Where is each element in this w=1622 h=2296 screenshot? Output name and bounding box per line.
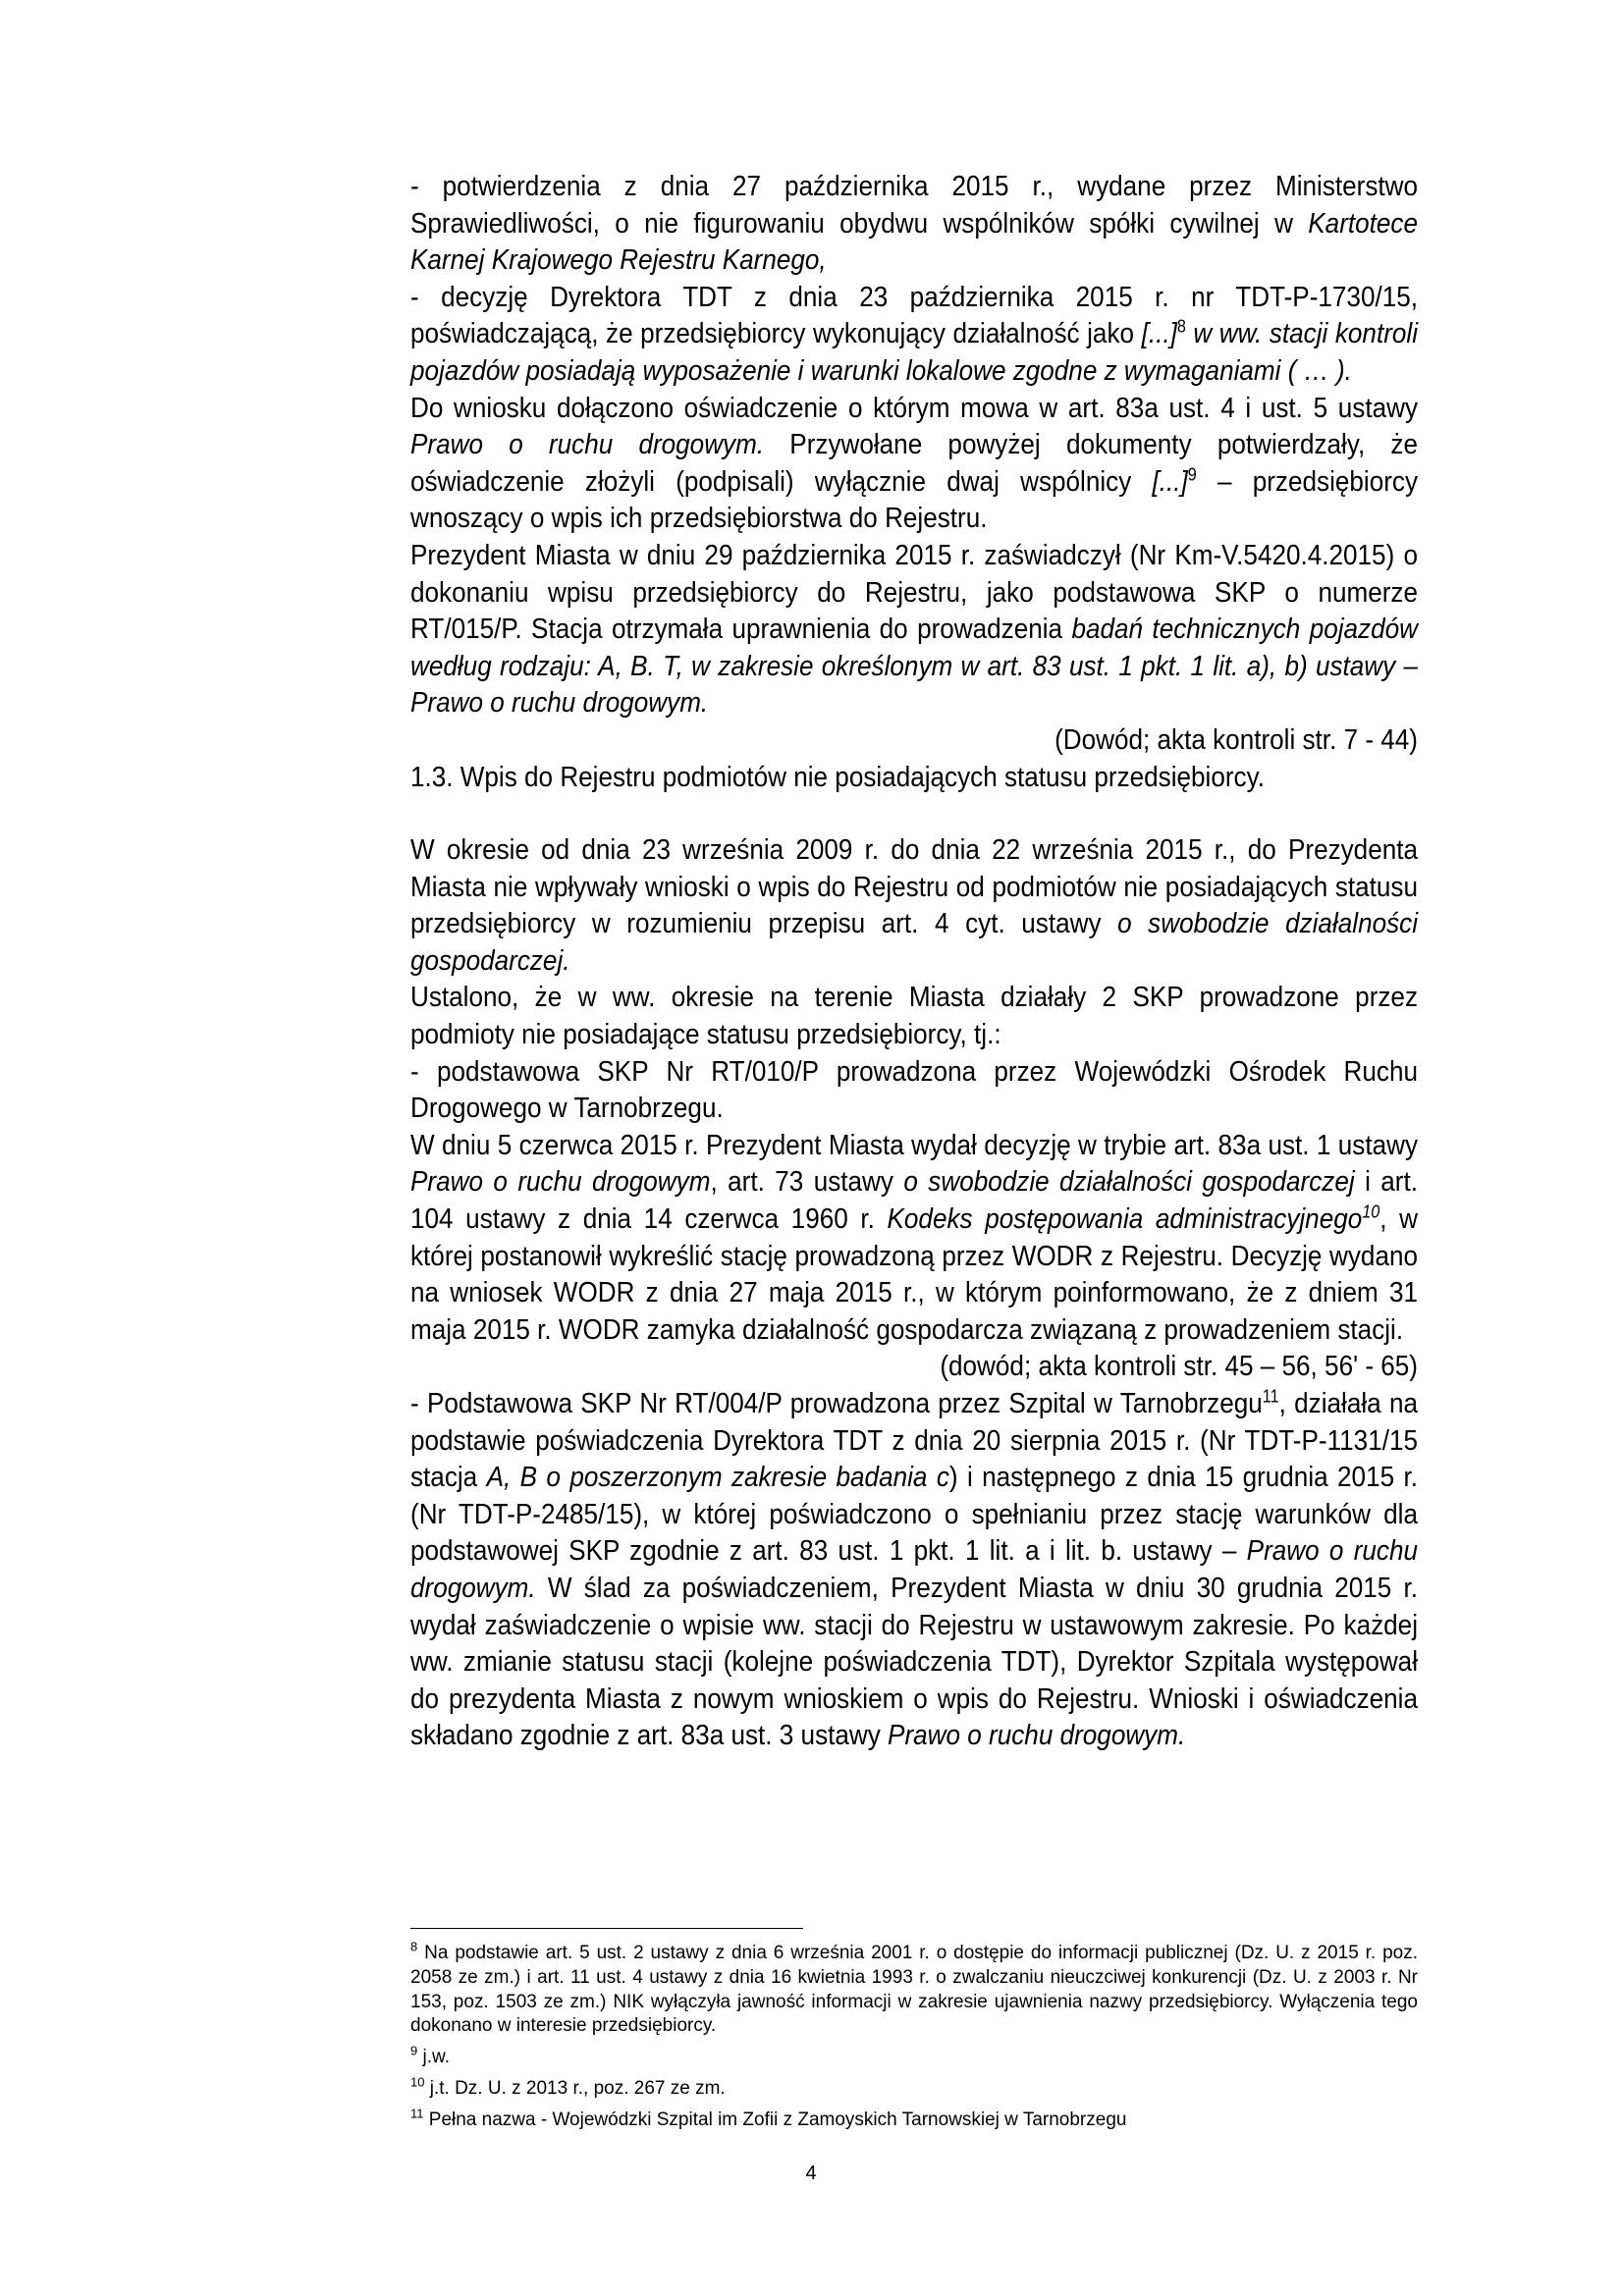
italic-text: Prawo o ruchu drogowym. [410,429,765,461]
text-run: ) i następnego z dnia 15 grudnia 2015 r. (Nr TDT-P-2485/15), w której poświadczono o spełnianiu przez stację warunków dla podstawowej SKP zgodnie z art. 83 ust. 1 pkt. 1 lit. a i lit. b. ustawy – [410,1462,1418,1568]
text-run: Do wniosku dołączono oświadczenie o którym mowa w art. 83a ust. 4 i ust. 5 ustawy [410,392,1418,424]
italic-text: Kartotece Karnej Krajowego Rejestru Karnego, [410,207,1418,277]
italic-text: o swobodzie działalności gospodarczej. [410,908,1418,977]
text-run: , działała na podstawie poświadczenia Dyrektora TDT z dnia 20 sierpnia 2015 r. (Nr TDT-P-1131/15 stacja [410,1388,1418,1494]
paragraph [410,1386,1418,1755]
footnote-text: Na podstawie art. 5 ust. 2 ustawy z dnia 6 września 2001 r. o dostępie do informacji publicznej (Dz. U. z 2015 r. poz. 2058 ze zm.) i art. 11 ust. 4 ustawy z dnia 16 kwietnia 1993 r. o zwalczaniu nieuczciwej konkurencji (Dz. U. z 2003 r. Nr 153, poz. 1503 ze zm.) NIK wyłączyła jawność informacji w zakresie ujawnienia nazwy przedsiębiorcy. Wyłączenia tego dokonano w interesie przedsiębiorcy. [410,1943,1419,2037]
paragraph [410,391,1418,538]
footnote-marker: 8 [1176,316,1186,337]
footnote-marker: 11 [1262,1386,1279,1407]
text-run: W ślad za poświadczeniem, Prezydent Miasta w dniu 30 grudnia 2015 r. wydał zaświadczenie o wpisie ww. stacji do Rejestru w ustawowym zakresie. Po każdej ww. zmianie statusu stacji (kolejne poświadczenia TDT), Dyrektor Szpitala występował do prezydenta Miasta z nowym wnioskiem o wpis do Rejestru. Wnioski i oświadczenia składano zgodnie z art. 83a ust. 3 ustawy [410,1572,1418,1752]
footnote [410,2043,1418,2070]
italic-text: o swobodzie działalności gospodarczej [903,1166,1355,1199]
italic-text: [...] [1152,465,1188,498]
text-run: - Podstawowa SKP Nr RT/004/P prowadzona przez Szpital w Tarnobrzegu [410,1388,1263,1419]
footnote-number: 10 [410,2074,425,2090]
paragraph [410,980,1418,1053]
evidence-reference [410,1349,1418,1386]
text-run: , w której postanowił wykreślić stację prowadzoną przez WODR z Rejestru. Decyzję wydano na wniosek WODR z dnia 27 maja 2015 r., w którym poinformowano, że z dniem 31 maja 2015 r. WODR zamyka działalność gospodarcza związaną z prowadzeniem stacji. [410,1203,1418,1346]
text-run: - podstawowa SKP Nr RT/010/P prowadzona przez Wojewódzki Ośrodek Ruchu Drogowego w Tarnobrzegu. [410,1055,1418,1125]
footnote-text: j.t. Dz. U. z 2013 r., poz. 267 ze zm. [429,2077,726,2099]
text-run: - potwierdzenia z dnia 27 października 2015 r., wydane przez Ministerstwo Sprawiedliwości, o nie figurowaniu obydwu wspólników spółki cywilnej w [410,171,1418,240]
footnote [410,2106,1418,2133]
italic-text: Prawo o ruchu drogowym [410,1166,711,1199]
paragraph [410,169,1418,280]
footnote-marker: 10 [1362,1201,1380,1222]
text-run: , art. 73 ustawy [710,1166,904,1199]
text-run: Prezydent Miasta w dniu 29 października 2015 r. zaświadczył (Nr Km-V.5420.4.2015) o dokonaniu wpisu przedsiębiorcy do Rejestru, jako podstawowa SKP o numerze RT/015/P. Stacja otrzymała uprawnienia do prowadzenia [410,539,1418,646]
text-run: W okresie od dnia 23 września 2009 r. do dnia 22 września 2015 r., do Prezydenta Miasta nie wpływały wnioski o wpis do Rejestru od podmiotów nie posiadających statusu przedsiębiorcy w rozumieniu przepisu art. 4 cyt. ustawy [410,834,1418,940]
paragraph-spacer [410,796,1418,832]
italic-text: [...] [1141,318,1177,350]
text-run: – przedsiębiorcy wnoszący o wpis ich przedsiębiorstwa do Rejestru. [410,465,1418,535]
italic-text: Prawo o ruchu drogowym. [410,1535,1418,1604]
italic-text: w ww. stacji kontroli pojazdów posiadają wyposażenie i warunki lokalowe zgodne z wymaganiami ( … ). [410,318,1419,387]
italic-text: Prawo o ruchu drogowym. [888,1720,1186,1752]
text-run: (Dowód; akta kontroli str. 7 - 44) [1054,723,1418,756]
text-run: i art. 104 ustawy z dnia 14 czerwca 1960 r. [410,1166,1418,1236]
text-run: 1.3. Wpis do Rejestru podmiotów nie posiadających statusu przedsiębiorcy. [410,761,1265,793]
footnotes-section [410,1939,1419,2140]
text-run: (dowód; akta kontroli str. 45 – 56, 56' - 65) [940,1351,1418,1383]
footnote-marker: 9 [1187,464,1197,485]
text-run: W dniu 5 czerwca 2015 r. Prezydent Miasta wydał decyzję w trybie art. 83a ust. 1 ustawy [410,1129,1418,1161]
text-run: Ustalono, że w ww. okresie na terenie Miasta działały 2 SKP prowadzone przez podmioty nie posiadające statusu przedsiębiorcy, tj.: [410,982,1418,1051]
paragraph [410,1128,1418,1350]
footnote-separator [410,1928,803,1929]
paragraph [410,538,1418,722]
footnote-text: Pełna nazwa - Wojewódzki Szpital im Zofii z Zamoyskich Tarnowskiej w Tarnobrzegu [428,2109,1127,2130]
footnote-number: 9 [410,2043,418,2058]
page-number: 4 [805,2163,817,2184]
footnote [410,1939,1419,2039]
text-run: - decyzję Dyrektora TDT z dnia 23 października 2015 r. nr TDT-P-1730/15, poświadczającą, że przedsiębiorcy wykonujący działalność jako [410,281,1418,350]
italic-text: Kodeks postępowania administracyjnego [887,1203,1363,1236]
paragraph-container [410,169,1418,1755]
paragraph [410,832,1418,980]
footnote-text: j.w. [422,2047,450,2068]
paragraph [410,1054,1418,1128]
italic-text: badań technicznych pojazdów według rodzaju: A, B. T, w zakresie określonym w art. 83 ust. 1 pkt. 1 lit. a), b) ustawy – Prawo o ruchu drogowym. [410,614,1418,720]
paragraph [410,280,1418,391]
evidence-reference [410,722,1418,760]
italic-text: A, B o poszerzonym zakresie badania c [486,1462,949,1494]
section-heading [410,760,1418,797]
footnote [410,2074,1418,2102]
footnote-number: 11 [410,2106,424,2121]
text-run: Przywołane powyżej dokumenty potwierdzały, że oświadczenie złożyli (podpisali) wyłącznie dwaj wspólnicy [410,429,1418,498]
main-text [410,169,1419,1755]
footnote-number: 8 [410,1939,418,1954]
